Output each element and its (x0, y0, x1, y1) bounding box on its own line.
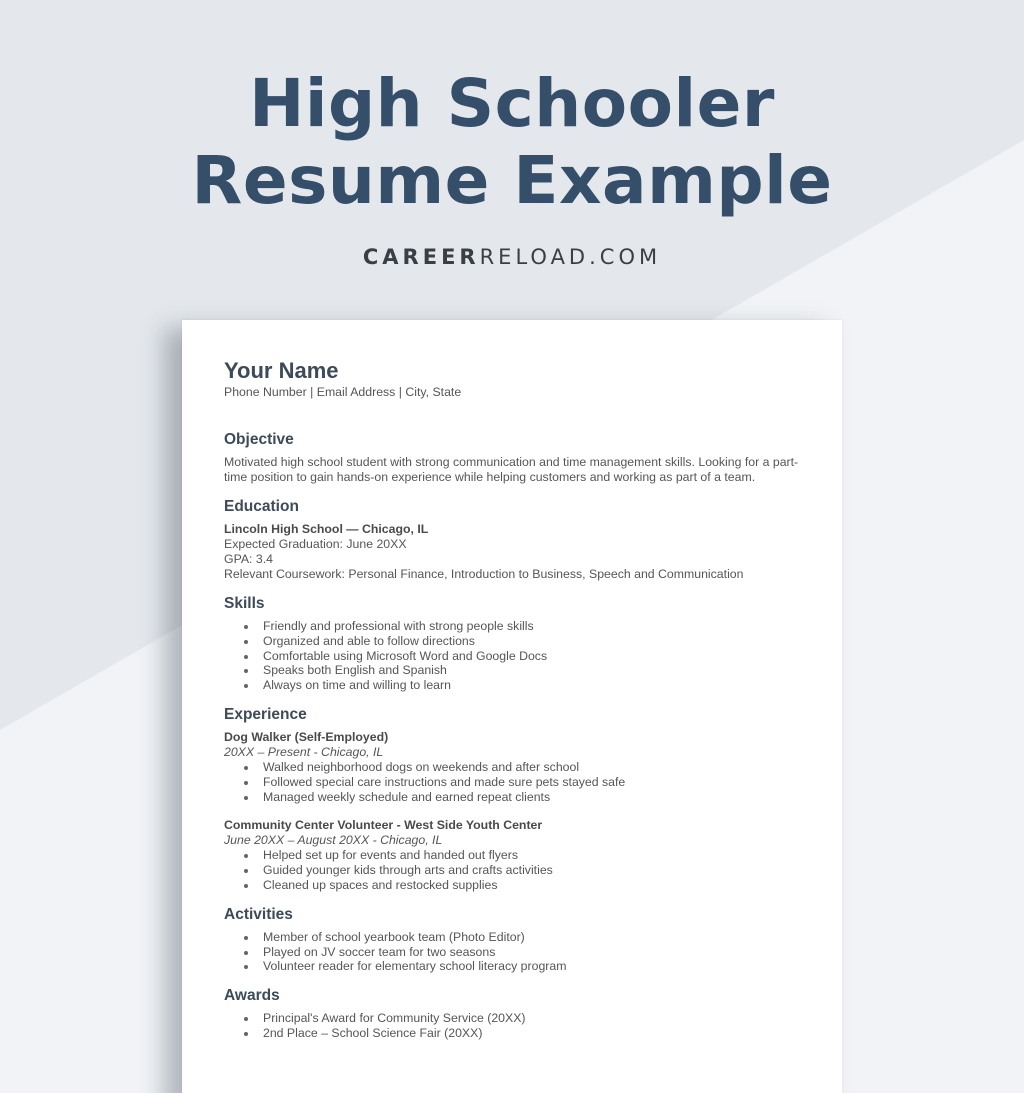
resume-name: Your Name (224, 358, 339, 383)
objective-heading: Objective (224, 431, 294, 448)
list-item: Comfortable using Microsoft Word and Google Docs (224, 649, 802, 664)
education-graduation: Expected Graduation: June 20XX (224, 537, 407, 551)
education-gpa: GPA: 3.4 (224, 552, 273, 566)
bullet-icon (244, 884, 248, 888)
list-item: Cleaned up spaces and restocked supplies (224, 878, 802, 893)
education-coursework: Relevant Coursework: Personal Finance, Introduction to Business, Speech and Communication (224, 567, 744, 581)
list-item: Organized and able to follow directions (224, 634, 802, 649)
bullet-icon (244, 1032, 248, 1036)
skills-heading: Skills (224, 595, 265, 612)
bullet-icon (244, 625, 248, 629)
job-title: Community Center Volunteer - West Side Youth Center (224, 818, 543, 833)
awards-section (224, 986, 802, 1041)
job-entry-dog-walker (224, 730, 802, 804)
job-bullets (224, 760, 802, 804)
bullet-icon (244, 951, 248, 955)
education-school: Lincoln High School — Chicago, IL (224, 522, 429, 536)
bullet-icon (244, 869, 248, 873)
objective-section (224, 430, 802, 485)
job-bullets (224, 848, 802, 892)
job-entry-community-volunteer (224, 818, 802, 892)
bullet-icon (244, 684, 248, 688)
bullet-icon (244, 781, 248, 785)
skills-list (224, 619, 802, 693)
job-dates: 20XX – Present - Chicago, IL (224, 744, 384, 759)
education-heading: Education (224, 498, 299, 515)
list-item: Guided younger kids through arts and crafts activities (224, 863, 802, 878)
bullet-icon (244, 655, 248, 659)
bullet-icon (244, 640, 248, 644)
bullet-icon (244, 965, 248, 969)
awards-heading: Awards (224, 987, 280, 1005)
resume-contact: Phone Number | Email Address | City, State (224, 385, 462, 399)
list-item: Helped set up for events and handed out flyers (224, 848, 802, 863)
list-item: Walked neighborhood dogs on weekends and after school (224, 760, 802, 775)
skills-section (224, 594, 802, 693)
bullet-icon (244, 669, 248, 673)
bullet-icon (244, 1017, 248, 1021)
education-section (224, 497, 802, 582)
list-item: Managed weekly schedule and earned repeat clients (224, 790, 802, 805)
bullet-icon (244, 796, 248, 800)
bullet-icon (244, 766, 248, 770)
job-dates: June 20XX – August 20XX - Chicago, IL (224, 833, 443, 848)
bullet-icon (244, 854, 248, 858)
hero-title-line1: High Schooler (249, 65, 775, 142)
objective-text: Motivated high school student with strong communication and time management skills. Looking for a part-time position to gain hands-on experience while helping customers and working as part of a team. (224, 455, 799, 484)
list-item: Followed special care instructions and made sure pets stayed safe (224, 775, 802, 790)
activities-heading: Activities (224, 905, 293, 923)
resume-page (182, 320, 842, 1093)
list-item: Speaks both English and Spanish (224, 663, 802, 678)
experience-section (224, 705, 802, 893)
brand-regular: RELOAD.COM (479, 245, 662, 269)
list-item: Always on time and willing to learn (224, 678, 802, 693)
list-item: Principal's Award for Community Service (20XX) (224, 1011, 802, 1026)
list-item: 2nd Place – School Science Fair (20XX) (224, 1026, 802, 1041)
activities-section (224, 905, 802, 974)
list-item: Member of school yearbook team (Photo Editor) (224, 930, 802, 945)
experience-heading: Experience (224, 705, 307, 723)
awards-list (224, 1011, 802, 1041)
bullet-icon (244, 936, 248, 940)
job-title: Dog Walker (Self-Employed) (224, 729, 389, 744)
list-item: Volunteer reader for elementary school literacy program (224, 959, 802, 974)
hero-title-line2: Resume Example (191, 142, 833, 219)
brand-bold: CAREER (362, 245, 480, 269)
list-item: Played on JV soccer team for two seasons (224, 945, 802, 960)
activities-list (224, 930, 802, 974)
list-item: Friendly and professional with strong people skills (224, 619, 802, 634)
brand-wordmark (0, 245, 1024, 269)
